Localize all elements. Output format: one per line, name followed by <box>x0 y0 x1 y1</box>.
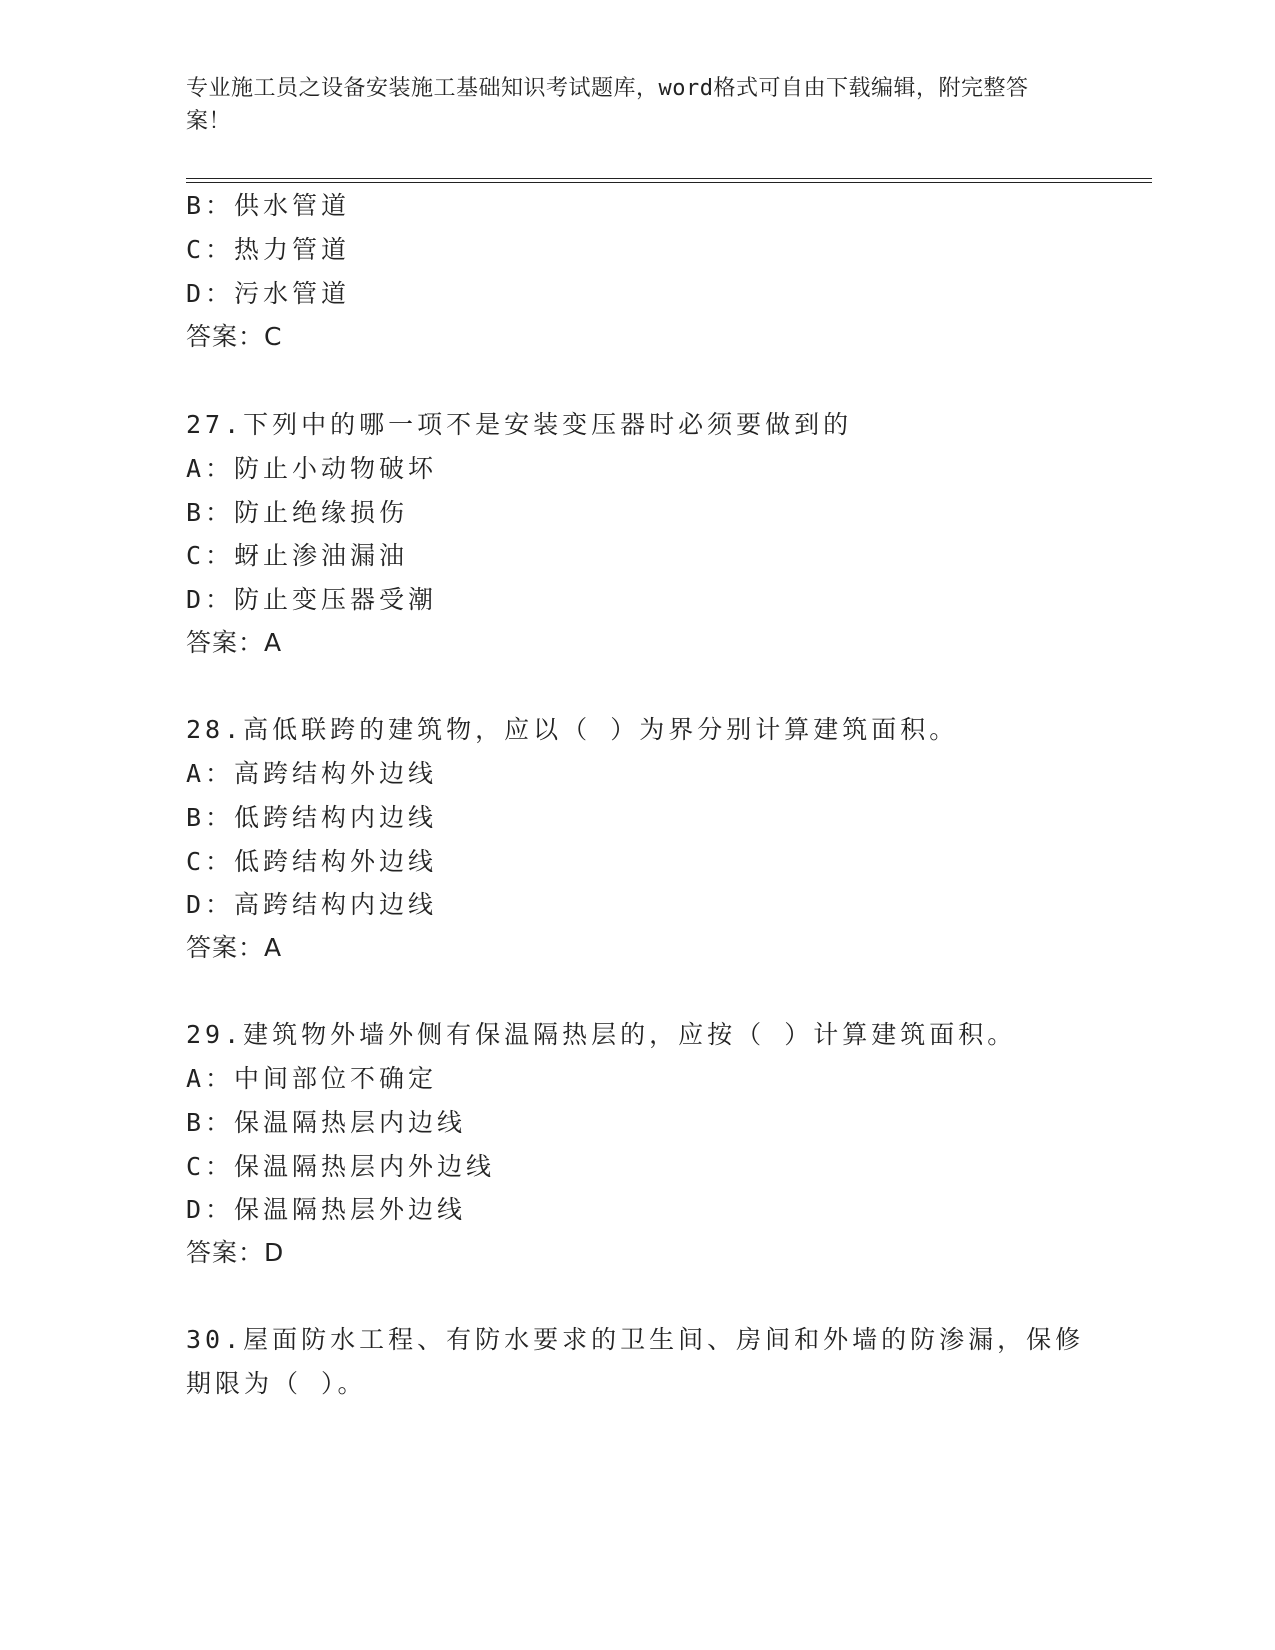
question-stem-30-line1: 30.屋面防水工程、有防水要求的卫生间、房间和外墙的防渗漏，保修 <box>186 1325 1085 1354</box>
question-stem-30-line2: 期限为（ ）。 <box>186 1369 367 1398</box>
option-c: C：热力管道 <box>186 235 351 264</box>
option-a: A：中间部位不确定 <box>186 1064 438 1093</box>
header-rule-top <box>186 178 1152 179</box>
option-d: D：保温隔热层外边线 <box>186 1195 467 1224</box>
option-b: B：保温隔热层内边线 <box>186 1108 467 1137</box>
question-stem-28: 28.高低联跨的建筑物，应以（ ）为界分别计算建筑面积。 <box>186 715 959 744</box>
answer: 答案：D <box>186 1238 285 1267</box>
answer: 答案：A <box>186 933 283 962</box>
option-d: D：污水管道 <box>186 279 351 308</box>
option-a: A：高跨结构外边线 <box>186 759 438 788</box>
header-rule-bottom <box>186 182 1152 183</box>
option-b: B：低跨结构内边线 <box>186 803 438 832</box>
option-c: C：低跨结构外边线 <box>186 847 438 876</box>
option-d: D：高跨结构内边线 <box>186 890 438 919</box>
question-stem-27: 27.下列中的哪一项不是安装变压器时必须要做到的 <box>186 410 853 439</box>
option-c: C：蚜止渗油漏油 <box>186 541 409 570</box>
document-header: 专业施工员之设备安装施工基础知识考试题库，word格式可自由下载编辑，附完整答案！ <box>186 76 1029 134</box>
option-b: B：供水管道 <box>186 191 351 220</box>
answer: 答案：A <box>186 628 283 657</box>
option-d: D：防止变压器受潮 <box>186 585 438 614</box>
option-b: B：防止绝缘损伤 <box>186 498 409 527</box>
question-stem-29: 29.建筑物外墙外侧有保温隔热层的，应按（ ）计算建筑面积。 <box>186 1020 1017 1049</box>
option-a: A：防止小动物破坏 <box>186 454 438 483</box>
answer: 答案：C <box>186 322 283 351</box>
option-c: C：保温隔热层内外边线 <box>186 1152 496 1181</box>
